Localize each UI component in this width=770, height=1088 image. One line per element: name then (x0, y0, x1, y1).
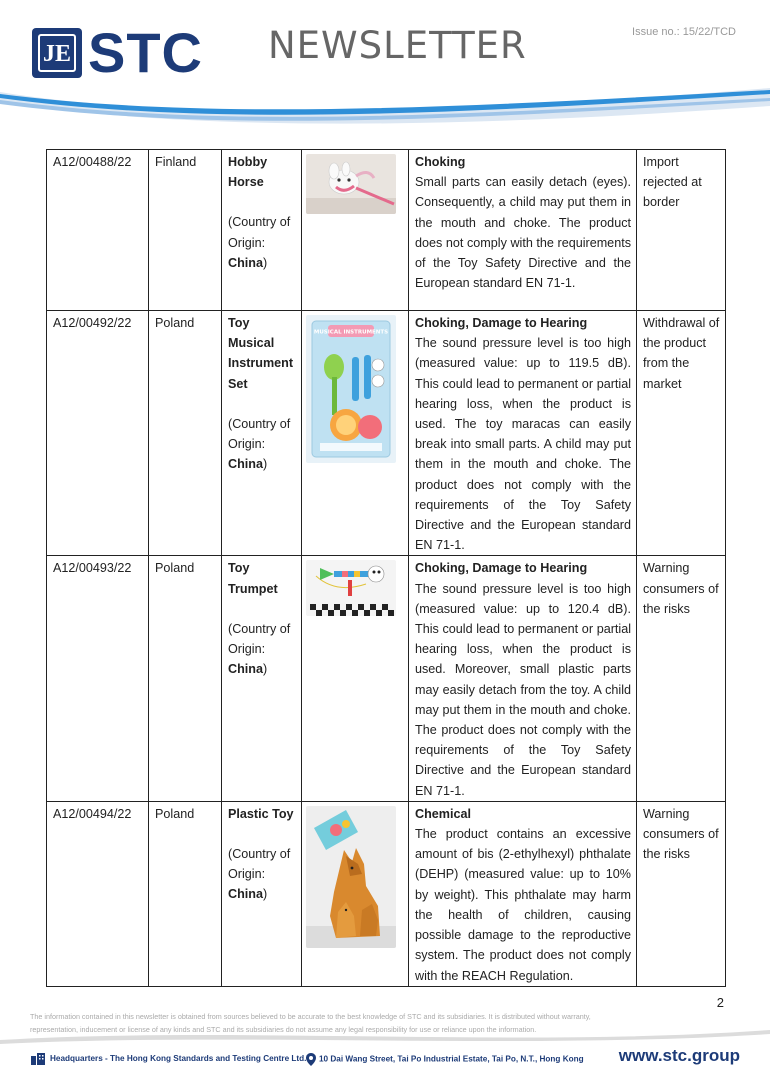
measures-taken: Warning consumers of the risks (637, 556, 726, 801)
country-of-origin: (Country of Origin: China) (228, 416, 291, 472)
hazard-description (409, 311, 637, 556)
reference-number: A12/00488/22 (47, 150, 149, 311)
country-of-origin: (Country of Origin: China) (228, 621, 291, 677)
hazard-description (409, 556, 637, 801)
product-name: Toy Trumpet (228, 561, 278, 596)
logo-text: STC (88, 21, 203, 84)
hazard-text: The sound pressure level is too high (measured value: up to 120.4 dB). This could lead to permanent or partial hearing loss, when the product is used. Moreover, small plastic parts may easily detach from the toy. A child may put them in the mouth and choke. The product does not comply with the requirements of the Toy Safety Directive and the European standard EN 71-1. (415, 581, 631, 798)
measures-taken: Import rejected at border (637, 150, 726, 311)
hazard-title: Choking, Damage to Hearing (415, 316, 588, 330)
location-pin-icon (306, 1053, 316, 1066)
page-footer (30, 1046, 740, 1074)
product-photo-cell (302, 556, 409, 801)
product-photo-cell (302, 311, 409, 556)
address-line (306, 1053, 584, 1066)
newsletter-title: NEWSLETTER (268, 24, 527, 67)
table-row (47, 311, 726, 556)
photo-packaging-label: MUSICAL INSTRUMENTS (313, 329, 389, 336)
hazard-title: Choking, Damage to Hearing (415, 561, 588, 576)
headquarters-line (30, 1053, 306, 1065)
musical-instrument-set-photo (306, 315, 396, 463)
hobby-horse-photo (306, 154, 396, 214)
table-row (47, 556, 726, 801)
notifying-country: Finland (149, 150, 222, 311)
hazard-description (409, 801, 637, 986)
country-of-origin: (Country of Origin: China) (228, 847, 291, 902)
page-header (0, 0, 770, 140)
product-cell (222, 311, 302, 556)
country-of-origin: (Country of Origin: China) (228, 215, 291, 270)
measures-taken: Warning consumers of the risks (637, 801, 726, 986)
page-number: 2 (716, 995, 724, 1010)
building-icon (30, 1053, 46, 1065)
notifying-country: Poland (149, 801, 222, 986)
product-cell (222, 801, 302, 986)
stc-logo-mark (32, 28, 82, 78)
headquarters-text: Headquarters - The Hong Kong Standards and Testing Centre Ltd. (50, 1054, 307, 1064)
issue-number: Issue no.: 15/22/TCD (632, 26, 736, 38)
hazard-text: The product contains an excessive amount of bis (2-ethylhexyl) phthalate (DEHP) (measured value: up to 10% by weight). This phthalate may harm the health of children, causing possible damage to the reproductive system. The product does not comply with the REACH Regulation. (415, 827, 631, 983)
footer-swoosh (0, 1022, 770, 1048)
header-swoosh (0, 80, 770, 140)
measures-taken: Withdrawal of the product from the market (637, 311, 726, 556)
reference-number: A12/00494/22 (47, 801, 149, 986)
logo-mark-text: JE (38, 34, 76, 72)
product-recall-table (46, 149, 726, 987)
notifying-country: Poland (149, 311, 222, 556)
product-name: Hobby Horse (228, 155, 268, 190)
reference-number: A12/00493/22 (47, 556, 149, 801)
table-row (47, 150, 726, 311)
hazard-title: Chemical (415, 806, 471, 821)
reference-number: A12/00492/22 (47, 311, 149, 556)
hazard-text: The sound pressure level is too high (measured value: up to 119.5 dB). This could lead to permanent or partial hearing loss, when the product is used. The toy maracas can easily break into small parts. A child may put them in the mouth and choke. The product does not comply with the requirements of the Toy Safety Directive and the European standard EN 71-1. (415, 336, 631, 553)
product-name: Toy Musical Instrument Set (228, 316, 294, 391)
product-cell (222, 556, 302, 801)
website-link[interactable]: www.stc.group (618, 1046, 740, 1065)
product-photo-cell (302, 150, 409, 311)
table-row (47, 801, 726, 986)
address-text: 10 Dai Wang Street, Tai Po Industrial Estate, Tai Po, N.T., Hong Kong (319, 1054, 584, 1064)
product-cell (222, 150, 302, 311)
product-name: Plastic Toy (228, 806, 294, 821)
product-photo-cell (302, 801, 409, 986)
hazard-description (409, 150, 637, 311)
hazard-title: Choking (415, 155, 466, 169)
hazard-text: Small parts can easily detach (eyes). Consequently, a child may put them in the mouth and choke. The product does not comply with the requirements of the Toy Safety Directive and the European standard EN 71-1. (415, 175, 631, 291)
notifying-country: Poland (149, 556, 222, 801)
disclaimer-text: The information contained in this newsletter is obtained from sources believed to be accurate to the best knowledge of STC and its subsidiaries. It is distributed without warranty, representation, inducement or license of any kinds and STC and its subsidiaries do not assume any legal responsibility for use or reliance upon the information. (30, 1012, 591, 1034)
stc-logo (32, 21, 218, 84)
toy-trumpet-photo (306, 560, 396, 616)
plastic-toy-photo (306, 806, 396, 948)
